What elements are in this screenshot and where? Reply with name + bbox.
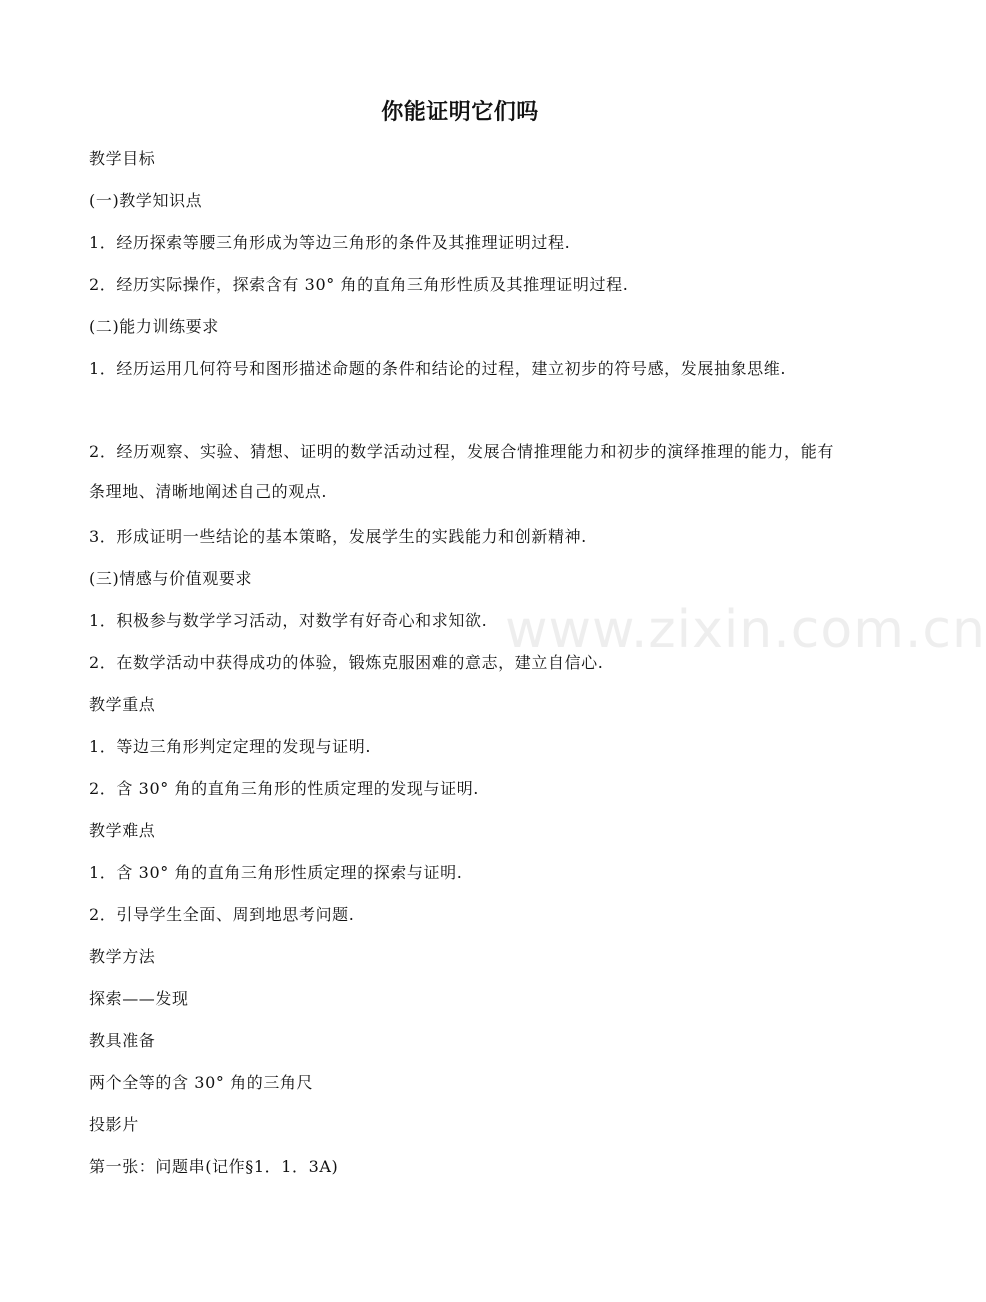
- section-heading-difficulties: 教学难点: [89, 821, 156, 840]
- section-heading-methods: 教学方法: [89, 947, 156, 966]
- list-item: 1．经历运用几何符号和图形描述命题的条件和结论的过程，建立初步的符号感，发展抽象思维.: [89, 359, 787, 378]
- list-item: 2．含 30° 角的直角三角形的性质定理的发现与证明.: [89, 779, 479, 798]
- subsection-heading-values: (三)情感与价值观要求: [89, 569, 253, 588]
- list-item: 2．经历实际操作，探索含有 30° 角的直角三角形性质及其推理证明过程.: [89, 275, 629, 294]
- list-item: 1．经历探索等腰三角形成为等边三角形的条件及其推理证明过程.: [89, 233, 571, 252]
- list-item: 2．在数学活动中获得成功的体验，锻炼克服困难的意志，建立自信心.: [89, 653, 604, 672]
- list-item: 1．含 30° 角的直角三角形性质定理的探索与证明.: [89, 863, 463, 882]
- section-heading-materials: 教具准备: [89, 1031, 156, 1050]
- document-title: 你能证明它们吗: [381, 100, 539, 125]
- paragraph: 第一张：问题串(记作§1．1．3A): [89, 1157, 339, 1176]
- section-heading-teaching-goals: 教学目标: [89, 149, 156, 168]
- paragraph: 两个全等的含 30° 角的三角尺: [89, 1073, 314, 1092]
- list-item: 1．等边三角形判定定理的发现与证明.: [89, 737, 372, 756]
- section-heading-key-points: 教学重点: [89, 695, 156, 714]
- list-item: 2．经历观察、实验、猜想、证明的数学活动过程，发展合情推理能力和初步的演绎推理的能力，能有条理地、清晰地阐述自己的观点.: [89, 442, 834, 501]
- list-item: 2．引导学生全面、周到地思考问题.: [89, 905, 355, 924]
- list-item: 1．积极参与数学学习活动，对数学有好奇心和求知欲.: [89, 611, 488, 630]
- list-item: 3．形成证明一些结论的基本策略，发展学生的实践能力和创新精神.: [89, 527, 587, 546]
- paragraph: 投影片: [89, 1115, 139, 1134]
- watermark: www.zixin.com.cn: [505, 600, 986, 660]
- subsection-heading-ability: (二)能力训练要求: [89, 317, 219, 336]
- paragraph: 探索——发现: [89, 989, 189, 1008]
- subsection-heading-knowledge: (一)教学知识点: [89, 191, 203, 210]
